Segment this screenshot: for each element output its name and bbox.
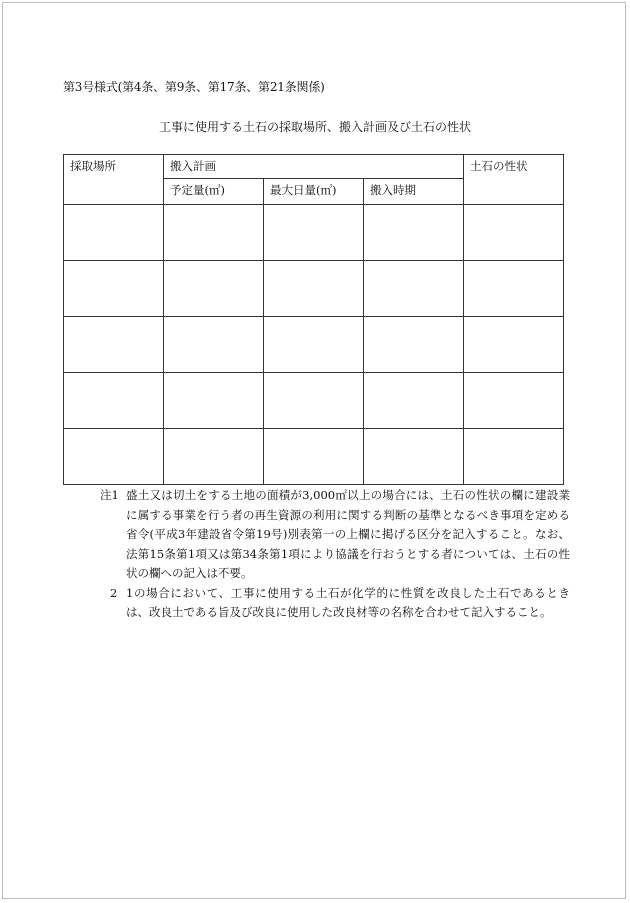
cell-planned-volume[interactable] xyxy=(164,429,264,485)
cell-max-daily-volume[interactable] xyxy=(264,261,364,317)
subheader-delivery-period: 搬入時期 xyxy=(364,179,464,205)
cell-soil-nature[interactable] xyxy=(464,205,564,261)
note-2-text: 1の場合において、工事に使用する土石が化学的に性質を改良した土石であるときは、改良土である旨及び改良に使用した改良材等の名称を合わせて記入すること。 xyxy=(126,585,570,619)
header-soil-nature: 土石の性状 xyxy=(464,155,564,205)
form-table xyxy=(63,154,564,485)
cell-source-location[interactable] xyxy=(64,205,164,261)
document-title: 工事に使用する土石の採取場所、搬入計画及び土石の性状 xyxy=(158,120,471,134)
cell-soil-nature[interactable] xyxy=(464,317,564,373)
table-row xyxy=(64,317,564,373)
header-row xyxy=(64,155,564,179)
cell-source-location[interactable] xyxy=(64,261,164,317)
note-1-label: 注1 xyxy=(100,488,119,502)
cell-max-daily-volume[interactable] xyxy=(264,429,364,485)
form-number: 第3号様式(第4条、第9条、第17条、第21条関係) xyxy=(63,80,325,94)
notes-section xyxy=(100,486,570,623)
cell-max-daily-volume[interactable] xyxy=(264,205,364,261)
subheader-max-daily-volume: 最大日量(㎥) xyxy=(264,179,364,205)
cell-planned-volume[interactable] xyxy=(164,261,264,317)
table-row xyxy=(64,205,564,261)
note-1-text: 盛土又は切土をする土地の面積が3,000㎡以上の場合には、土石の性状の欄に建設業に属する事業を行う者の再生資源の利用に関する判断の基準となるべき事項を定める省令(平成3年建設省令第19号)別表第一の上欄に掲げる区分を記入すること。なお、法第15条第1項又は第34条第1項により協議を行おうとする者については、土石の性状の欄への記入は不要。 xyxy=(126,488,570,580)
cell-delivery-period[interactable] xyxy=(364,429,464,485)
cell-max-daily-volume[interactable] xyxy=(264,373,364,429)
header-delivery-plan: 搬入計画 xyxy=(164,155,464,179)
cell-soil-nature[interactable] xyxy=(464,261,564,317)
cell-planned-volume[interactable] xyxy=(164,205,264,261)
note-1 xyxy=(100,486,570,584)
cell-delivery-period[interactable] xyxy=(364,205,464,261)
cell-soil-nature[interactable] xyxy=(464,373,564,429)
table-row xyxy=(64,373,564,429)
header-source-location: 採取場所 xyxy=(64,155,164,205)
table-row xyxy=(64,261,564,317)
cell-source-location[interactable] xyxy=(64,373,164,429)
table-row xyxy=(64,429,564,485)
cell-planned-volume[interactable] xyxy=(164,317,264,373)
subheader-planned-volume: 予定量(㎥) xyxy=(164,179,264,205)
cell-planned-volume[interactable] xyxy=(164,373,264,429)
note-2-label: 2 xyxy=(110,585,118,600)
cell-source-location[interactable] xyxy=(64,429,164,485)
cell-source-location[interactable] xyxy=(64,317,164,373)
cell-max-daily-volume[interactable] xyxy=(264,317,364,373)
cell-delivery-period[interactable] xyxy=(364,373,464,429)
cell-soil-nature[interactable] xyxy=(464,429,564,485)
cell-delivery-period[interactable] xyxy=(364,261,464,317)
note-2 xyxy=(100,584,570,623)
cell-delivery-period[interactable] xyxy=(364,317,464,373)
